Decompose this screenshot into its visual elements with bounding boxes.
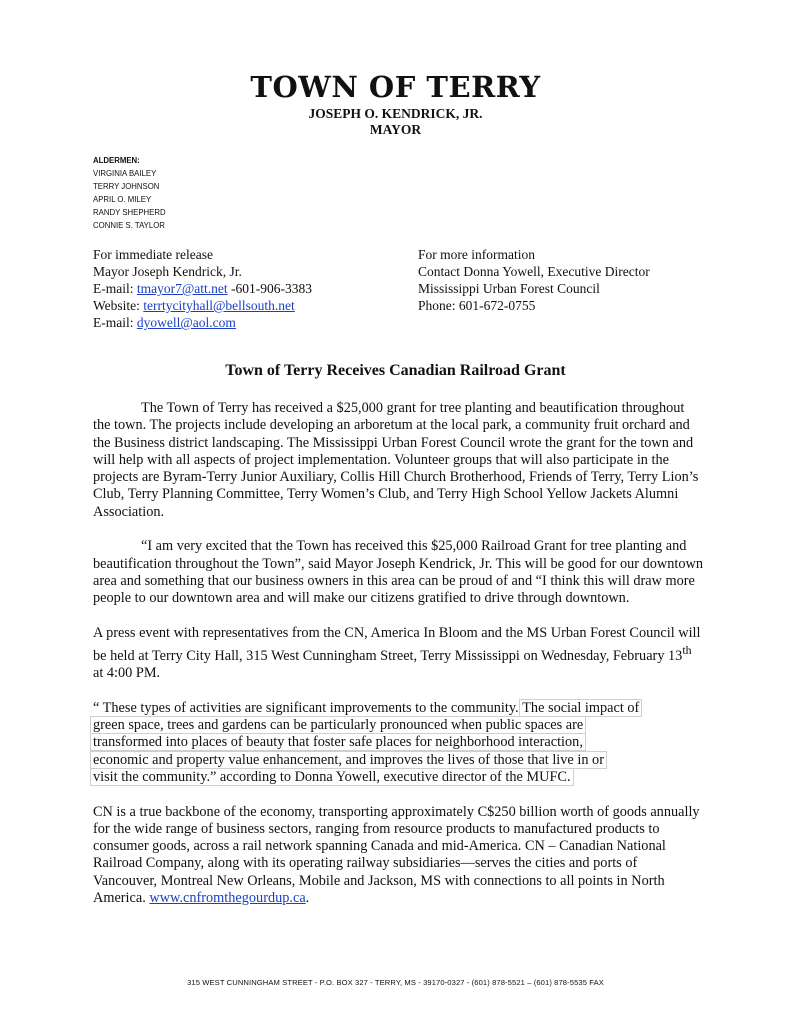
aldermen-heading: ALDERMEN: (93, 156, 140, 165)
alderman-name: TERRY JOHNSON (93, 182, 160, 191)
press-event-text: A press event with representatives from the CN, America In Bloom and the MS Urban Forest Council will be held at Terry City Hall, 315 West Cunningham Street, Terry Mississippi on Wednesday, February 13 (93, 624, 701, 664)
contact-block-right (418, 246, 650, 314)
email2-label: E-mail: (93, 315, 137, 330)
quote-line: green space, trees and gardens can be particularly pronounced when public spaces are (90, 716, 586, 734)
quote-line: The social impact of (519, 699, 642, 717)
info-note: For more information (418, 247, 535, 262)
paragraph-press-event (93, 625, 703, 683)
footer-address: 315 WEST CUNNINGHAM STREET - P.O. BOX 327 - TERRY, MS - 39170-0327 - (601) 878-5521 – (601) 878-5535 FAX (187, 978, 604, 987)
release-note: For immediate release (93, 247, 213, 262)
cn-website-link[interactable]: www.cnfromthegourdup.ca (149, 890, 306, 907)
mayor-role: MAYOR (369, 122, 422, 137)
aldermen-list (93, 154, 166, 232)
website-label: Website: (93, 298, 144, 313)
press-release-headline: Town of Terry Receives Canadian Railroad Grant (225, 362, 566, 379)
alderman-name: CONNIE S. TAYLOR (93, 221, 165, 230)
cn-period: . (305, 890, 310, 907)
organization-name: Mississippi Urban Forest Council (418, 281, 600, 296)
press-release-body (93, 400, 703, 925)
letterhead-title: TOWN OF TERRY (250, 70, 541, 104)
quote-line: economic and property value enhancement, and improves the lives of those that live in or (90, 751, 607, 769)
date-suffix: th (682, 643, 692, 658)
alderman-name: RANDY SHEPHERD (93, 208, 166, 217)
quote-line: transformed into places of beauty that foster safe places for neighborhood interaction, (90, 733, 586, 751)
contact-phone: Phone: 601-672-0755 (418, 298, 536, 313)
paragraph-cn (93, 804, 703, 908)
contact-block-left (93, 246, 312, 331)
alderman-name: VIRGINIA BAILEY (93, 169, 157, 178)
paragraph-grant: The Town of Terry has received a $25,000 grant for tree planting and beautification throughout the town. The projects include developing an arboretum at the local park, a community fruit orchard and the Business district landscaping. The Mississippi Urban Forest Council wrote the grant for the town and will help with all aspects of project implementation. Volunteer groups that will also participate in the projects are Byram-Terry Junior Auxiliary, Collis Hill Church Brotherhood, Friends of Terry, Terry Lion’s Club, Terry Planning Committee, Terry Women’s Club, and Terry High School Yellow Jackets Alumni Association. (93, 400, 699, 520)
mayor-name: JOSEPH O. KENDRICK, JR. (308, 106, 483, 121)
press-event-time: at 4:00 PM. (93, 665, 161, 682)
contact-person: Contact Donna Yowell, Executive Director (418, 264, 650, 279)
secondary-email-link[interactable]: dyowell@aol.com (136, 315, 236, 330)
website-link[interactable]: terrtycityhall@bellsouth.net (143, 298, 295, 313)
quote-intro: “ These types of activities are significant improvements to the community. (93, 699, 523, 716)
paragraph-mayor-quote: “I am very excited that the Town has received this $25,000 Railroad Grant for tree planting and beautification throughout the Town”, said Mayor Joseph Kendrick, Jr. This will be good for our downtown area and something that our business owners in this area can be proud of and “I think this will draw more people to our downtown area and will make our citizens gratified to drive through downtown. (93, 538, 703, 607)
mayor-phone: -601-906-3383 (227, 281, 313, 296)
email-label: E-mail: (93, 281, 137, 296)
quote-line: visit the community.” according to Donna Yowell, executive director of the MUFC. (90, 768, 574, 786)
mayor-email-link[interactable]: tmayor7@att.net (136, 281, 228, 296)
website-line (93, 297, 312, 314)
alderman-name: APRIL O. MILEY (93, 195, 152, 204)
mayor-contact-name: Mayor Joseph Kendrick, Jr. (93, 264, 242, 279)
cn-description: CN is a true backbone of the economy, transporting approximately C$250 billion worth of goods annually for the wide range of business sectors, ranging from resource products to manufactured products to consumer goods, across a rail network spanning Canada and mid-America. CN – Canadian National Railroad Company, along with its operating railway subsidiaries—serves the cities and ports of Vancouver, Montreal New Orleans, Mobile and Jackson, MS with connections to all points in North America. (93, 803, 700, 907)
paragraph-mufc-quote (93, 700, 703, 786)
mayor-email-line (93, 280, 312, 297)
secondary-email-line (93, 314, 312, 331)
